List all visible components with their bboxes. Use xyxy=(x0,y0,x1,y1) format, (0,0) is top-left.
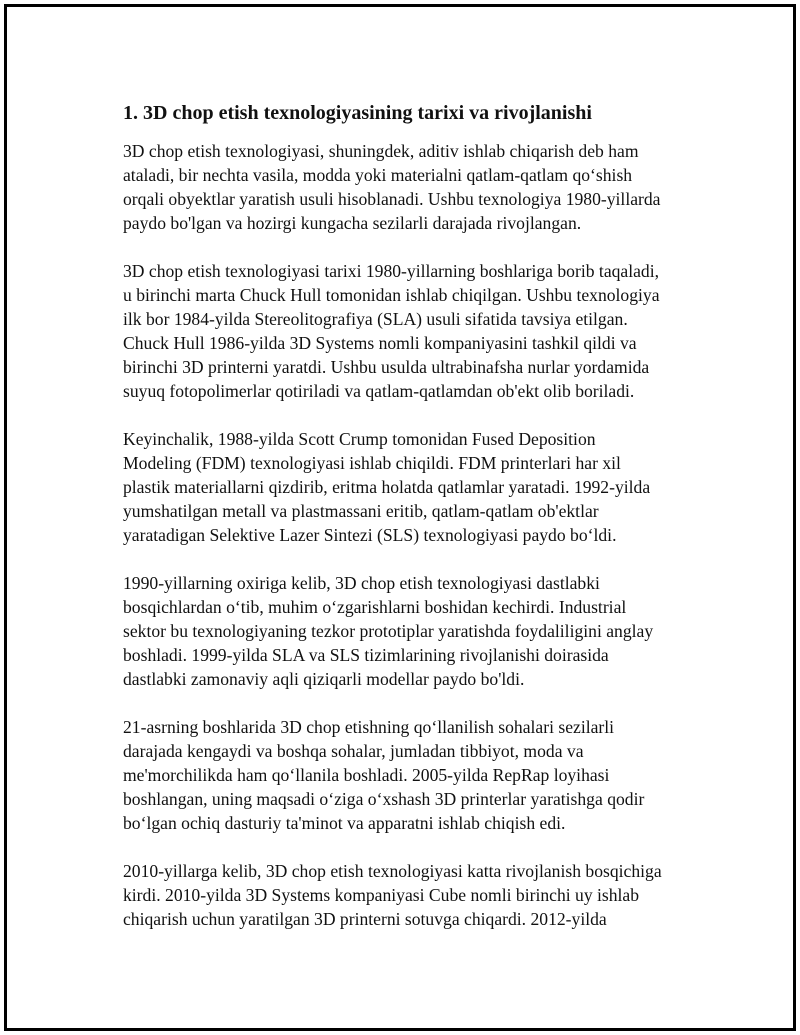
page-frame xyxy=(4,4,796,1031)
text-line: me'morchilikda ham qo‘llanila boshladi. 2005-yilda RepRap loyihasi xyxy=(123,765,610,785)
text-line: 3D chop etish texnologiyasi tarixi 1980-yillarning boshlariga borib taqaladi, xyxy=(123,261,660,281)
text-line: boshladi. 1999-yilda SLA va SLS tizimlarining rivojlanishi doirasida xyxy=(123,645,609,665)
text-line: bo‘lgan ochiq dasturiy ta'minot va apparatni ishlab chiqish edi. xyxy=(123,813,566,833)
text-line: orqali obyektlar yaratish usuli hisoblanadi. Ushbu texnologiya 1980-yillarda xyxy=(123,189,661,209)
text-line: 2010-yillarga kelib, 3D chop etish texnologiyasi katta rivojlanish bosqichiga xyxy=(123,861,662,881)
text-line: bosqichlardan o‘tib, muhim o‘zgarishlarni boshidan kechirdi. Industrial xyxy=(123,597,627,617)
text-line: 1990-yillarning oxiriga kelib, 3D chop etish texnologiyasi dastlabki xyxy=(123,573,600,593)
paragraph-intro xyxy=(121,139,693,235)
text-line: yumshatilgan metall va plastmassani eritib, qatlam-qatlam ob'ektlar xyxy=(123,501,599,521)
text-line: u birinchi marta Chuck Hull tomonidan ishlab chiqilgan. Ushbu texnologiya xyxy=(123,285,660,305)
text-line: chiqarish uchun yaratilgan 3D printerni sotuvga chiqardi. 2012-yilda xyxy=(123,909,607,929)
paragraph-21st-century xyxy=(121,715,693,835)
text-line: suyuq fotopolimerlar qotiriladi va qatlam-qatlamdan ob'ekt olib boriladi. xyxy=(123,381,635,401)
section-title: 1. 3D chop etish texnologiyasining tarixi va rivojlanishi xyxy=(123,102,592,124)
text-line: sektor bu texnologiyaning tezkor prototiplar yaratishda foydaliligini anglay xyxy=(123,621,654,641)
text-line: paydo bo'lgan va hozirgi kungacha sezilarli darajada rivojlangan. xyxy=(123,213,582,233)
text-line: yaratadigan Selektive Lazer Sintezi (SLS) texnologiyasi paydo bo‘ldi. xyxy=(123,525,617,545)
text-line: birinchi 3D printerni yaratdi. Ushbu usulda ultrabinafsha nurlar yordamida xyxy=(123,357,650,377)
text-line: ataladi, bir nechta vasila, modda yoki materialni qatlam-qatlam qo‘shish xyxy=(123,165,633,185)
text-line: boshlangan, uning maqsadi o‘ziga o‘xshash 3D printerlar yaratishga qodir xyxy=(123,789,645,809)
text-line: ilk bor 1984-yilda Stereolitografiya (SLA) usuli sifatida tavsiya etilgan. xyxy=(123,309,628,329)
text-line: Chuck Hull 1986-yilda 3D Systems nomli kompaniyasini tashkil qildi va xyxy=(123,333,637,353)
text-line: Modeling (FDM) texnologiyasi ishlab chiqildi. FDM printerlari har xil xyxy=(123,453,621,473)
paragraph-2010s xyxy=(121,859,693,931)
text-line: Keyinchalik, 1988-yilda Scott Crump tomonidan Fused Deposition xyxy=(123,429,596,449)
text-line: 3D chop etish texnologiyasi, shuningdek, aditiv ishlab chiqarish deb ham xyxy=(123,141,639,161)
document-body xyxy=(121,99,693,955)
text-line: 21-asrning boshlarida 3D chop etishning qo‘llanilish sohalari sezilarli xyxy=(123,717,615,737)
text-line: kirdi. 2010-yilda 3D Systems kompaniyasi Cube nomli birinchi uy ishlab xyxy=(123,885,640,905)
paragraph-fdm-sls xyxy=(121,427,693,547)
text-line: dastlabki zamonaviy aqli qiziqarli modellar paydo bo'ldi. xyxy=(123,669,525,689)
text-line: darajada kengaydi va boshqa sohalar, jumladan tibbiyot, moda va xyxy=(123,741,584,761)
paragraph-1990s xyxy=(121,571,693,691)
text-line: plastik materiallarni qizdirib, eritma holatda qatlamlar yaratadi. 1992-yilda xyxy=(123,477,651,497)
paragraph-history xyxy=(121,259,693,403)
